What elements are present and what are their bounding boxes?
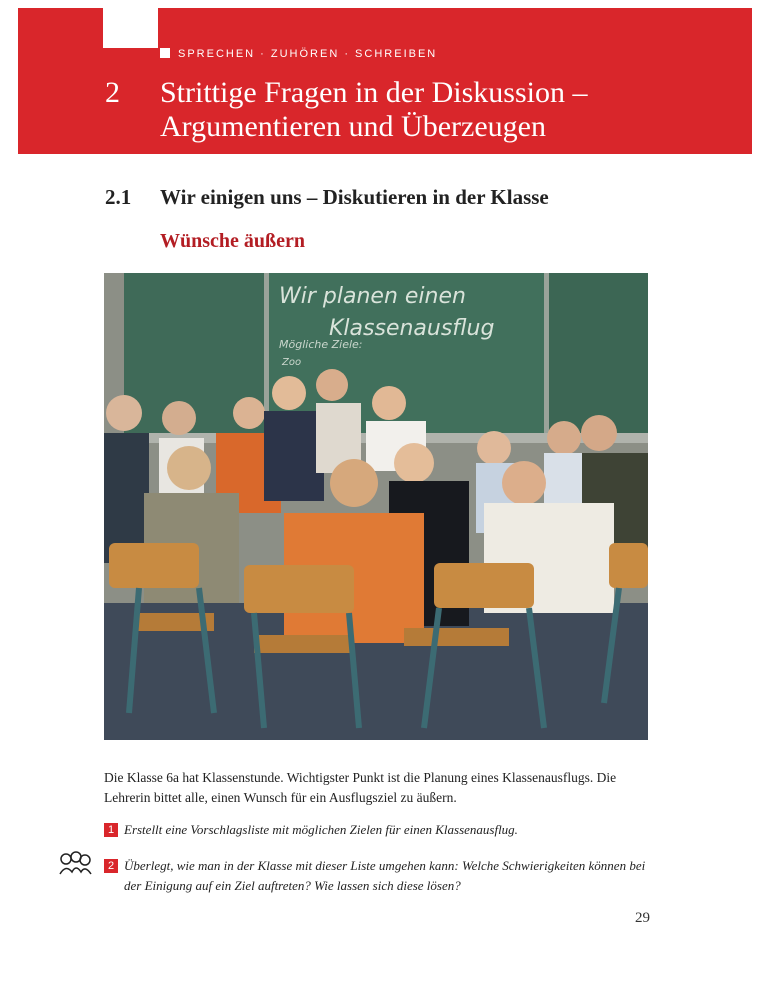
task-number-badge: 2 [104, 859, 118, 873]
task-number-badge: 1 [104, 823, 118, 837]
kicker-text: SPRECHEN · ZUHÖREN · SCHREIBEN [178, 48, 438, 60]
task-2 [104, 856, 652, 896]
kicker-square-icon [160, 48, 170, 58]
blackboard-line-1: Wir planen einen [279, 284, 466, 309]
group-work-icon [58, 850, 92, 876]
chapter-kicker [160, 48, 437, 60]
chapter-title: Strittige Fragen in der Diskussion – Argumentieren und Überzeugen [160, 76, 588, 143]
banner-notch [103, 8, 158, 48]
blackboard-line-2: Klassenausflug [329, 316, 495, 341]
classroom-photo [104, 273, 648, 740]
blackboard-line-4: Zoo [282, 357, 302, 368]
section-title: Wir einigen uns – Diskutieren in der Klasse [160, 185, 549, 209]
chapter-number: 2 [105, 76, 120, 109]
intro-paragraph: Die Klasse 6a hat Klassenstunde. Wichtigster Punkt ist die Planung eines Klassenausflugs. Die Lehrerin bittet alle, einen Wunsch für ein Ausflugsziel zu äußern. [104, 770, 617, 805]
page-number: 29 [635, 910, 650, 926]
task-text: Überlegt, wie man in der Klasse mit dieser Liste umgehen kann: Welche Schwierigkeiten können bei der Einigung auf ein Ziel auftreten? Wie lassen sich diese lösen? [124, 858, 646, 893]
task-1 [104, 820, 652, 840]
section-number: 2.1 [105, 185, 132, 209]
subheading: Wünsche äußern [160, 230, 306, 252]
blackboard-line-3: Mögliche Ziele: [279, 338, 363, 351]
task-text: Erstellt eine Vorschlagsliste mit möglichen Zielen für einen Klassenausflug. [124, 822, 518, 837]
